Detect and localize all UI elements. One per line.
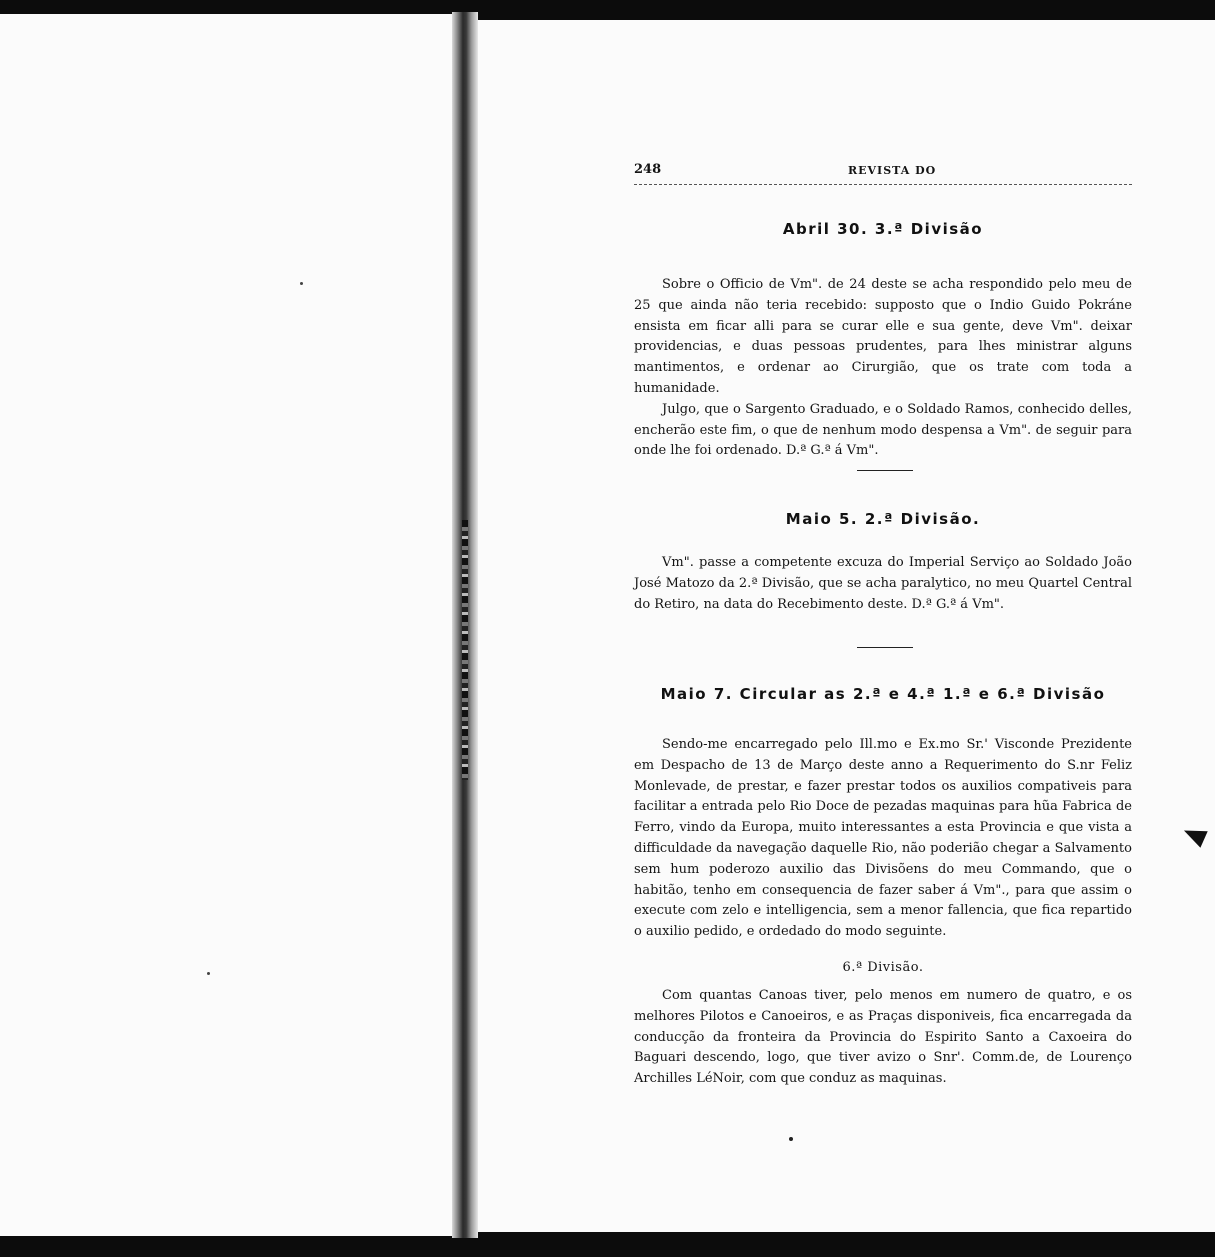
paragraph: Vm". passe a competente excuza do Imperial Serviço ao Soldado João José Matozo da 2.ª Divisão, que se acha paralytico, no meu Quartel Central do Retiro, na data do Recebimento deste. D.ª G.ª á Vm". (634, 555, 1132, 612)
sub-heading: 6.ª Divisão. (842, 960, 924, 975)
page-speck (207, 972, 210, 975)
paragraph: Sendo-me encarregado pelo Ill.mo e Ex.mo Sr.' Visconde Prezidente em Despacho de 13 de Março deste anno a Requerimento do S.nr Feliz Monlevade, de prestar, e fazer prestar todos os auxilios compativeis para facilitar a entrada pelo Rio Doce de pezadas maquinas para hũa Fabrica de Ferro, vindo da Europa, muito interessantes a esta Provincia e que vista a difficuldade da navegação daquelle Rio, não poderião chegar a Salvamento sem hum poderozo auxilio das Divisõens do meu Commando, que o habitão, tenho em consequencia de fazer saber á Vm"., para que assim o execute com zelo e intelligencia, sem a menor fallencia, que fica repartido o auxilio pedido, e ordedado do modo seguinte. (634, 737, 1132, 940)
page-speck (300, 282, 303, 285)
left-blank-page (0, 14, 452, 1236)
section-body (634, 986, 1132, 1090)
section-heading: Maio 7. Circular as 2.ª e 4.ª 1.ª e 6.ª Divisão (660, 685, 1106, 703)
running-head (634, 162, 1132, 186)
section-heading: Abril 30. 3.ª Divisão (782, 220, 984, 238)
binding-strip (462, 520, 468, 780)
paragraph: Julgo, que o Sargento Graduado, e o Soldado Ramos, conhecido delles, encherão este fim, o que de nenhum modo despensa a Vm". de seguir para onde lhe foi ordenado. D.ª G.ª á Vm". (634, 401, 1132, 459)
section-body (634, 275, 1132, 462)
section-divider (857, 647, 913, 648)
running-title: REVISTA DO (848, 164, 937, 177)
section-heading: Maio 5. 2.ª Divisão. (785, 510, 981, 528)
page-number: 248 (634, 162, 662, 177)
right-page (478, 20, 1215, 1232)
paragraph: Com quantas Canoas tiver, pelo menos em numero de quatro, e os melhores Pilotos e Canoeiros, e as Praças disponiveis, fica encarregada da conducção da fronteira da Provincia do Espirito Santo a Caxoeira do Baguari descendo, logo, que tiver avizo o Snr'. Comm.de, de Lourenço Archilles LéNoir, com que conduz as maquinas. (634, 988, 1132, 1087)
header-rule (634, 184, 1132, 185)
paragraph: Sobre o Officio de Vm". de 24 deste se acha respondido pelo meu de 25 que ainda não teria recebido: supposto que o Indio Guido Pokráne ensista em ficar alli para se curar elle e sua gente, deve Vm". deixar providencias, e duas pessoas prudentes, para lhes ministrar alguns mantimentos, e ordenar ao Cirurgião, que os trate com toda a humanidade. (634, 277, 1132, 396)
page-dot (789, 1137, 793, 1141)
section-body (634, 553, 1132, 615)
section-body (634, 735, 1132, 943)
section-divider (857, 470, 913, 471)
